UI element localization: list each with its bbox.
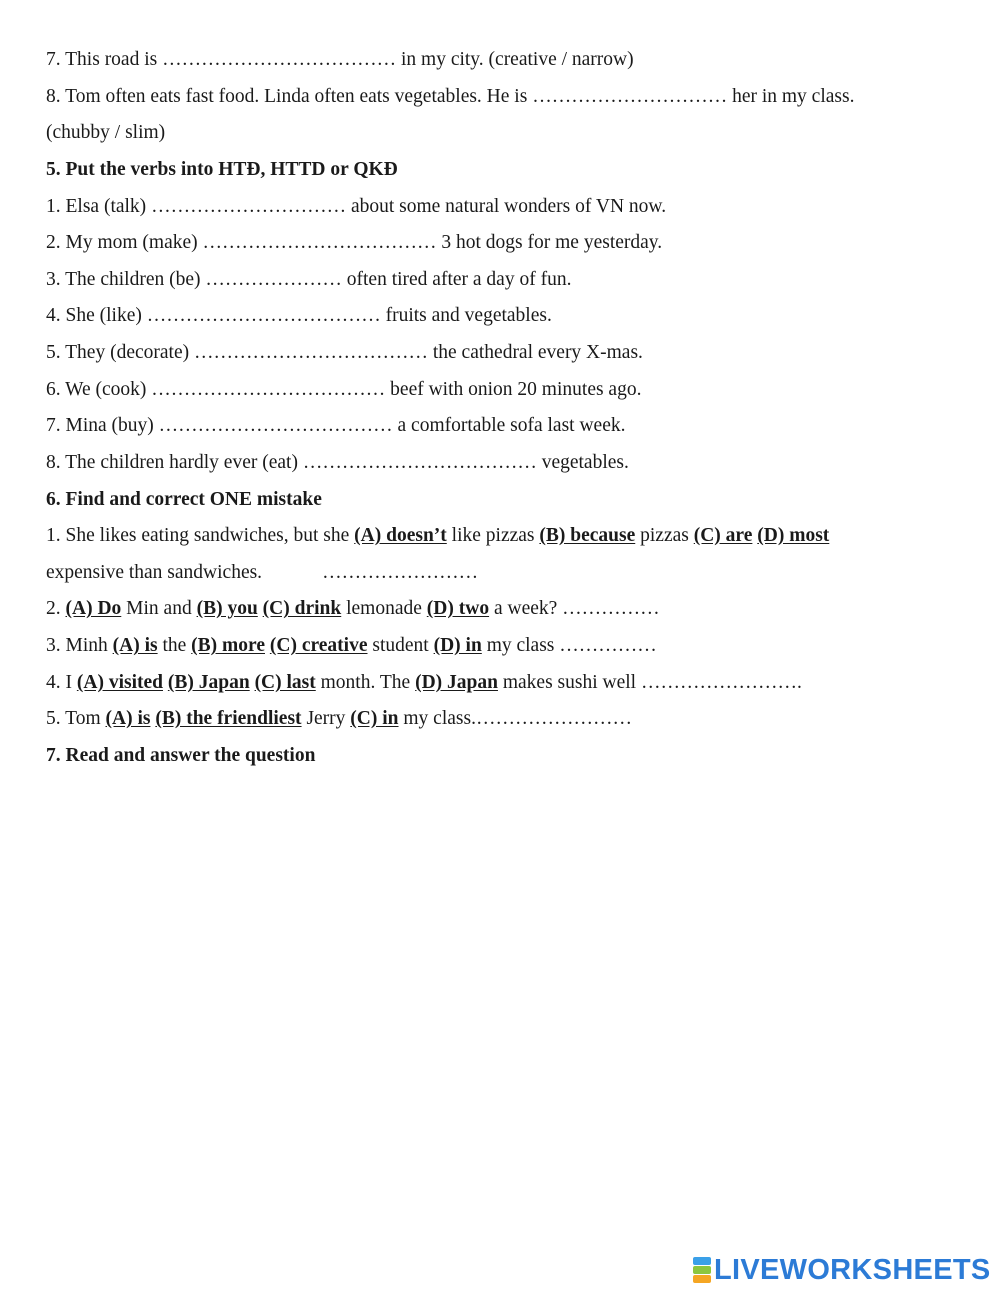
exercise-4-item-8-options: (chubby / slim): [46, 122, 166, 143]
option-b: (B) more: [191, 635, 265, 656]
answer-blank[interactable]: ………………………………: [193, 342, 428, 363]
option-c: (C) last: [254, 672, 316, 693]
exercise-5-item-4: 4. She (like) ……………………………… fruits and vegetables.: [46, 305, 552, 326]
option-a: (A) doesn’t: [354, 525, 447, 546]
answer-blank[interactable]: ……………: [562, 598, 660, 619]
exercise-5-item-1: 1. Elsa (talk) ………………………… about some natural wonders of VN now.: [46, 196, 667, 217]
answer-blank[interactable]: ………………………………: [162, 49, 397, 70]
answer-blank[interactable]: ………………………………: [302, 452, 537, 473]
answer-blank[interactable]: …………………………: [532, 86, 728, 107]
option-a: (A) Do: [65, 598, 122, 619]
answer-blank[interactable]: …………………: [205, 269, 342, 290]
exercise-5-item-5: 5. They (decorate) ……………………………… the cathedral every X-mas.: [46, 342, 643, 363]
option-c: (C) creative: [269, 635, 368, 656]
answer-blank[interactable]: ………………………………: [202, 232, 437, 253]
section-7-heading: 7. Read and answer the question: [46, 745, 316, 766]
section-6-heading: 6. Find and correct ONE mistake: [46, 489, 322, 510]
exercise-5-item-3: 3. The children (be) ………………… often tired after a day of fun.: [46, 269, 572, 290]
exercise-6-item-4: 4. I (A) visited (B) Japan (C) last month. The (D) Japan makes sushi well …………………….: [46, 672, 802, 693]
exercise-6-item-1-cont: expensive than sandwiches. ……………………: [46, 562, 479, 583]
exercise-6-item-5: 5. Tom (A) is (B) the friendliest Jerry (C) in my class.……………………: [46, 708, 632, 729]
option-d: (D) Japan: [415, 672, 498, 693]
option-d: (D) two: [426, 598, 490, 619]
answer-blank[interactable]: ………………………………: [151, 379, 386, 400]
exercise-6-item-2: 2. (A) Do Min and (B) you (C) drink lemonade (D) two a week? ……………: [46, 598, 660, 619]
option-b: (B) you: [196, 598, 258, 619]
answer-blank[interactable]: ………………………………: [146, 305, 381, 326]
exercise-6-item-1: 1. She likes eating sandwiches, but she (A) doesn’t like pizzas (B) because pizzas (C) are (D) most: [46, 525, 830, 546]
exercise-4-item-7: 7. This road is ……………………………… in my city. (creative / narrow): [46, 49, 634, 70]
option-a: (A) is: [105, 708, 151, 729]
answer-blank[interactable]: …………………….: [636, 672, 802, 693]
exercise-5-item-7: 7. Mina (buy) ……………………………… a comfortable sofa last week.: [46, 415, 626, 436]
option-a: (A) visited: [76, 672, 163, 693]
answer-blank[interactable]: ……………………: [322, 562, 479, 583]
answer-blank[interactable]: …………………………: [151, 196, 347, 217]
answer-blank[interactable]: ………………………………: [158, 415, 393, 436]
option-b: (B) because: [539, 525, 636, 546]
option-d: (D) in: [433, 635, 482, 656]
section-5-heading: 5. Put the verbs into HTĐ, HTTD or QKĐ: [46, 159, 398, 180]
answer-blank[interactable]: ……………………: [475, 708, 632, 729]
option-c: (C) are: [693, 525, 753, 546]
exercise-5-item-2: 2. My mom (make) ……………………………… 3 hot dogs for me yesterday.: [46, 232, 663, 253]
logo-text: LIVEWORKSHEETS: [714, 1253, 991, 1286]
exercise-5-item-6: 6. We (cook) ……………………………… beef with onion 20 minutes ago.: [46, 379, 642, 400]
exercise-4-item-8: 8. Tom often eats fast food. Linda often eats vegetables. He is ………………………… her in my class.: [46, 86, 855, 107]
option-c: (C) drink: [262, 598, 342, 619]
option-c: (C) in: [350, 708, 399, 729]
option-d: (D) most: [757, 525, 830, 546]
liveworksheets-logo: [693, 1253, 991, 1287]
exercise-6-item-3: 3. Minh (A) is the (B) more (C) creative student (D) in my class ……………: [46, 635, 657, 656]
answer-blank[interactable]: ……………: [559, 635, 657, 656]
option-b: (B) Japan: [167, 672, 250, 693]
option-a: (A) is: [112, 635, 158, 656]
logo-mark-icon: [693, 1257, 711, 1283]
exercise-5-item-8: 8. The children hardly ever (eat) ……………………………… vegetables.: [46, 452, 629, 473]
option-b: (B) the friendliest: [155, 708, 302, 729]
